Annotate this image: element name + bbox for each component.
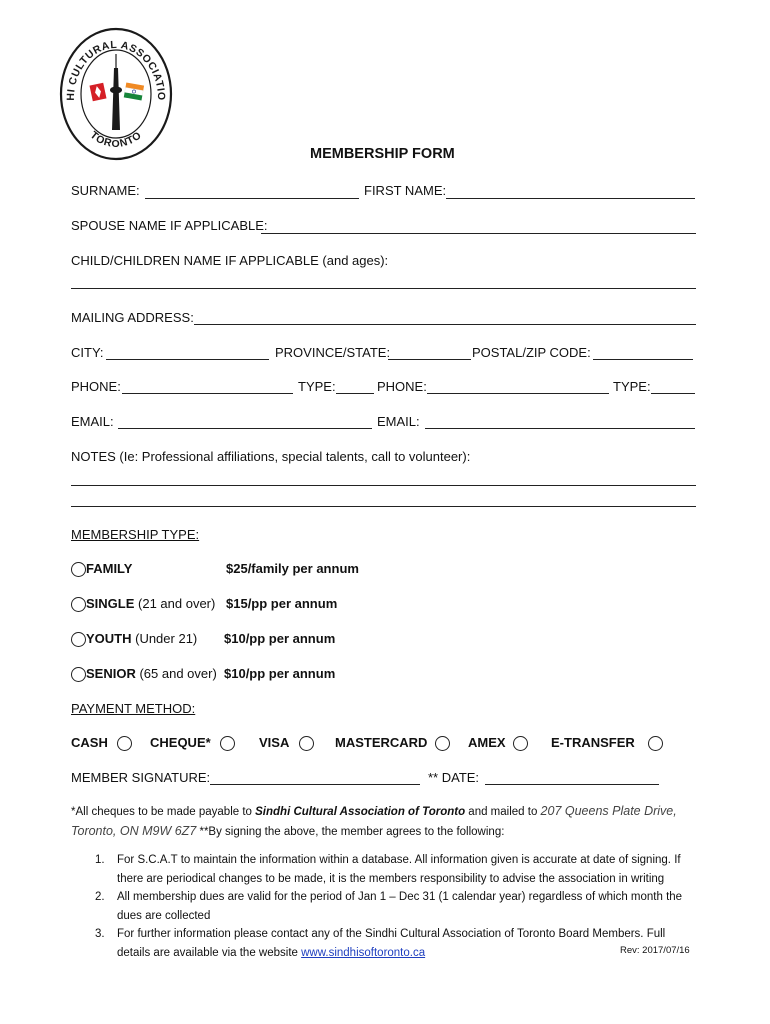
phone-1-label: PHONE: (71, 379, 121, 394)
payment-option-mastercard[interactable]: MASTERCARD (335, 735, 450, 751)
website-link[interactable]: www.sindhisoftoronto.ca (301, 946, 426, 959)
radio-icon[interactable] (71, 562, 86, 577)
radio-icon[interactable] (299, 736, 314, 751)
term-item: 1. For S.C.A.T to maintain the information within a database. All information given is accurate at date of signing. If there are periodical changes to be made, it is the members responsibility to advise the association in writing (95, 854, 681, 885)
membership-price-youth: $10/pp per annum (224, 631, 336, 646)
term-item: 2. All membership dues are valid for the period of Jan 1 – Dec 31 (1 calendar year) regardless of which month the dues are collected (95, 891, 683, 922)
type-2-label: TYPE: (613, 379, 651, 394)
payment-method-heading: PAYMENT METHOD: (71, 701, 196, 716)
first-name-field[interactable] (446, 198, 695, 199)
term-item: 3. For further information please contact any of the Sindhi Cultural Association of Toronto Board Members. Full details are available via the website www.sindhisoftoronto.ca (95, 928, 666, 959)
city-field[interactable] (106, 359, 269, 360)
revision-date: Rev: 2017/07/16 (620, 945, 690, 956)
city-label: CITY: (71, 345, 104, 360)
member-signature-label: MEMBER SIGNATURE: (71, 770, 211, 785)
membership-option-single[interactable]: SINGLE (21 and over) (71, 596, 215, 612)
postal-code-field[interactable] (593, 359, 693, 360)
children-label: CHILD/CHILDREN NAME IF APPLICABLE (and ages): (71, 253, 389, 268)
mailing-address-label: MAILING ADDRESS: (71, 310, 194, 325)
email-1-label: EMAIL: (71, 414, 114, 429)
surname-label: SURNAME: (71, 183, 140, 198)
payment-option-amex[interactable]: AMEX (468, 735, 528, 751)
terms-list (71, 851, 711, 962)
phone-1-field[interactable] (122, 393, 293, 394)
payment-option-cheque[interactable]: CHEQUE* (150, 735, 235, 751)
logo-emblem (58, 26, 174, 162)
notes-field-line-1[interactable] (71, 485, 696, 486)
email-2-field[interactable] (425, 428, 695, 429)
radio-icon[interactable] (220, 736, 235, 751)
phone-2-label: PHONE: (377, 379, 427, 394)
province-label: PROVINCE/STATE: (275, 345, 391, 360)
type-2-field[interactable] (651, 393, 695, 394)
membership-option-family[interactable]: FAMILY (71, 561, 132, 577)
children-field[interactable] (71, 288, 696, 289)
notes-field-line-2[interactable] (71, 506, 696, 507)
radio-icon[interactable] (513, 736, 528, 751)
radio-icon[interactable] (71, 597, 86, 612)
payment-option-cash[interactable]: CASH (71, 735, 132, 751)
surname-field[interactable] (145, 198, 359, 199)
radio-icon[interactable] (71, 632, 86, 647)
cheque-footnote: *All cheques to be made payable to Sindhi Cultural Association of Toronto and mailed to 207 Queens Plate Drive, Toronto, ON M9W 6Z7 **By signing the above, the member agrees to the following: (71, 804, 677, 838)
email-2-label: EMAIL: (377, 414, 420, 429)
radio-icon[interactable] (435, 736, 450, 751)
payment-option-visa[interactable]: VISA (259, 735, 314, 751)
membership-price-senior: $10/pp per annum (224, 666, 336, 681)
spouse-field[interactable] (261, 233, 696, 234)
radio-icon[interactable] (117, 736, 132, 751)
membership-price-family: $25/family per annum (226, 561, 359, 576)
payment-option-e-transfer[interactable]: E-TRANSFER (551, 735, 663, 751)
province-field[interactable] (388, 359, 471, 360)
phone-2-field[interactable] (427, 393, 609, 394)
form-title: MEMBERSHIP FORM (310, 146, 455, 162)
notes-label: NOTES (Ie: Professional affiliations, special talents, call to volunteer): (71, 449, 471, 464)
member-signature-field[interactable] (210, 784, 420, 785)
association-logo (58, 26, 174, 162)
postal-code-label: POSTAL/ZIP CODE: (472, 345, 591, 360)
svg-text:TORONTO: TORONTO (87, 129, 145, 150)
type-1-field[interactable] (336, 393, 374, 394)
date-field[interactable] (485, 784, 659, 785)
membership-option-senior[interactable]: SENIOR (65 and over) (71, 666, 217, 682)
type-1-label: TYPE: (298, 379, 336, 394)
spouse-label: SPOUSE NAME IF APPLICABLE: (71, 218, 268, 233)
radio-icon[interactable] (71, 667, 86, 682)
mailing-address-field[interactable] (194, 324, 696, 325)
first-name-label: FIRST NAME: (364, 183, 447, 198)
radio-icon[interactable] (648, 736, 663, 751)
svg-text:SINDHI CULTURAL ASSOCIATION OF: HI CULTURAL ASSOCIATIO (64, 38, 168, 101)
date-label: ** DATE: (428, 770, 480, 785)
membership-type-heading: MEMBERSHIP TYPE: (71, 527, 200, 542)
membership-price-single: $15/pp per annum (226, 596, 338, 611)
email-1-field[interactable] (118, 428, 372, 429)
membership-option-youth[interactable]: YOUTH (Under 21) (71, 631, 197, 647)
